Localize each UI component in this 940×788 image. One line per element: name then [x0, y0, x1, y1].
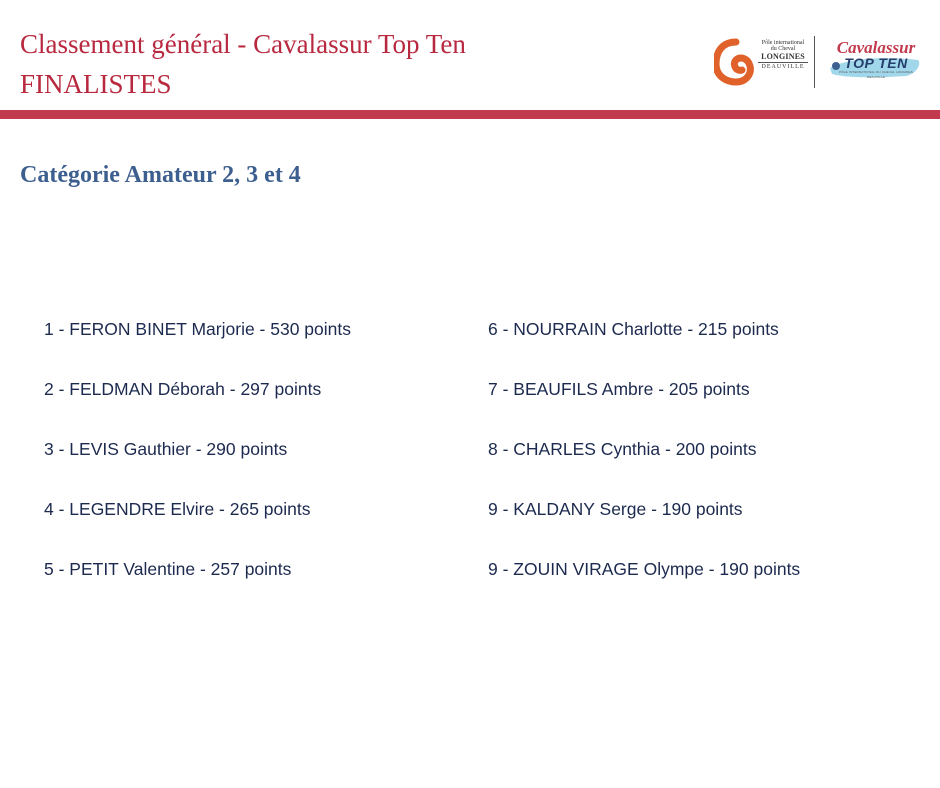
ranking-item: 3 - LEVIS Gauthier - 290 points	[44, 439, 288, 459]
cavalassur-name: Cavalassur	[836, 38, 916, 57]
logo-divider	[814, 36, 815, 88]
ranking-item: 2 - FELDMAN Déborah - 297 points	[44, 379, 322, 399]
ranking-item: 8 - CHARLES Cynthia - 200 points	[488, 439, 757, 459]
page-title-line-1: Classement général - Cavalassur Top Ten	[20, 29, 466, 59]
ranking-column-left	[44, 316, 351, 616]
ranking-item: 5 - PETIT Valentine - 257 points	[44, 559, 292, 579]
pole-international-logo-icon	[714, 38, 754, 86]
page-title	[20, 24, 466, 104]
pole-brand: LONGINES	[758, 52, 808, 63]
page-title-line-2: FINALISTES	[20, 69, 172, 99]
pole-city: DEAUVILLE	[761, 64, 805, 70]
ranking-item: 6 - NOURRAIN Charlotte - 215 points	[488, 319, 779, 339]
ranking-item: 7 - BEAUFILS Ambre - 205 points	[488, 379, 750, 399]
category-heading: Catégorie Amateur 2, 3 et 4	[20, 162, 301, 188]
ranking-item: 9 - KALDANY Serge - 190 points	[488, 499, 743, 519]
pole-line-1: Pôle international	[761, 40, 805, 46]
ranking-item: 4 - LEGENDRE Elvire - 265 points	[44, 499, 311, 519]
page-header	[0, 0, 940, 110]
pole-line-2: du Cheval	[770, 46, 796, 52]
header-divider-bar	[0, 110, 940, 119]
cavalassur-top-ten: TOP TEN	[844, 55, 908, 71]
cavalassur-logo-text	[830, 40, 922, 80]
partner-logos	[714, 34, 924, 90]
ranking-item: 1 - FERON BINET Marjorie - 530 points	[44, 319, 351, 339]
ranking-column-right	[488, 316, 800, 616]
ranking-item: 9 - ZOUIN VIRAGE Olympe - 190 points	[488, 559, 801, 579]
cavalassur-subtitle: PÔLE INTERNATIONAL DU CHEVAL LONGINES DEAUVILLE	[839, 70, 913, 79]
pole-international-logo-text	[758, 40, 808, 72]
